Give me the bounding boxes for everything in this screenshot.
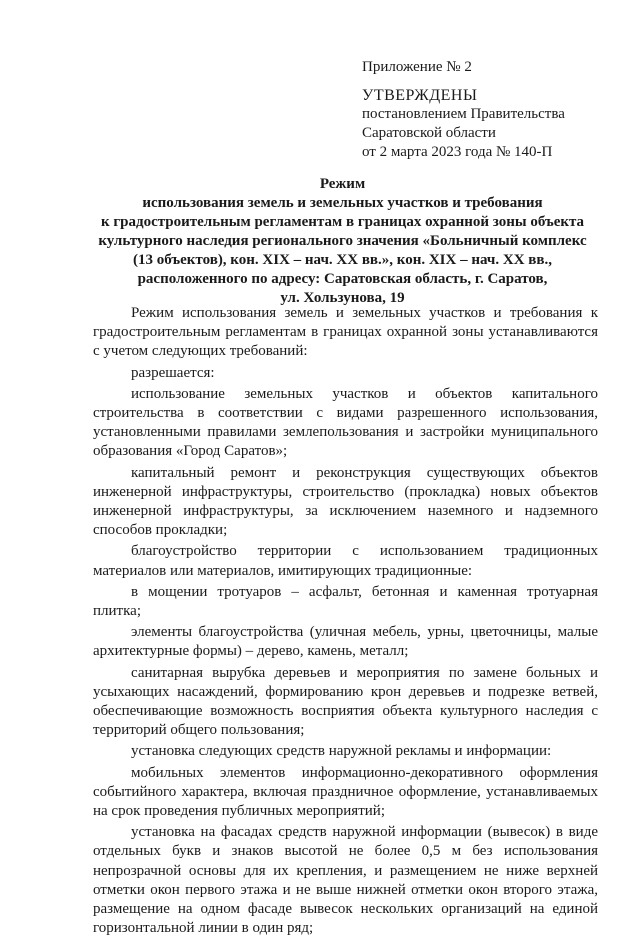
annex-number: Приложение № 2 [362,59,472,75]
approval-date: от 2 марта 2023 года № 140-П [362,144,553,160]
body-paragraph: санитарная вырубка деревьев и мероприятия по замене больных и усыхающих насаждений, формированию крон деревьев и подрезке ветвей, обеспечивающие возможность восприятия объекта культурного наследия с территорий общего пользования; [93,664,598,739]
title-line: Режим [319,176,366,192]
body-paragraph: капитальный ремонт и реконструкция существующих объектов инженерной инфраструктуры, строительство (прокладка) новых объектов инженерной инфраструктуры, за исключением наземного и надземного способов прокладки; [93,464,598,539]
approved-heading: УТВЕРЖДЕНЫ [362,87,478,104]
body-paragraph: элементы благоустройства (уличная мебель, урны, цветочницы, малые архитектурные формы) – дерево, камень, металл; [93,624,598,660]
title-line: ул. Хользунова, 19 [280,290,405,306]
body-paragraph: установка следующих средств наружной рекламы и информации: [131,743,552,760]
title-line: культурного наследия регионального значения «Больничный комплекс [98,233,587,249]
body-paragraph: Режим использования земель и земельных участков и требования к градостроительным регламентам в границах охранной зоны устанавливаются с учетом следующих требований: [93,305,598,360]
title-line: расположенного по адресу: Саратовская область, г. Саратов, [137,271,548,287]
body-paragraph: разрешается: [131,364,215,381]
title-line: использования земель и земельных участков и требования [142,195,543,211]
document-title [90,175,595,308]
body-paragraph: мобильных элементов информационно-декоративного оформления событийного характера, включая праздничное оформление, устанавливаемых на срок проведения публичных мероприятий; [93,764,598,820]
document-body [93,304,598,941]
body-paragraph: использование земельных участков и объектов капитального строительства в соответствии с видами разрешенного использования, установленными правилами землепользования и застройки муниципального образования «Город Саратов»; [93,385,598,460]
title-line: к градостроительным регламентам в границах охранной зоны объекта [100,214,585,230]
body-paragraph: в мощении тротуаров – асфальт, бетонная и каменная тротуарная плитка; [93,583,598,620]
body-paragraph: благоустройство территории с использованием традиционных материалов или материалов, имитирующих традиционные: [93,543,598,579]
body-paragraph: установка на фасадах средств наружной информации (вывесок) в виде отдельных букв и знаков высотой не более 0,5 м без использования непрозрачной основы для их крепления, и размещением не ниже верхней отметки окон первого этажа и не выше нижней отметки окон второго этажа, размещение на одном фасаде вывесок нескольких организаций на единой горизонтальной линии в один ряд; [93,824,598,937]
approval-line: Саратовской области [362,125,496,141]
approval-block [362,58,622,162]
approval-line: постановлением Правительства [362,106,565,122]
title-line: (13 объектов), кон. XIX – нач. XX вв.», кон. XIX – нач. XX вв., [133,252,552,268]
